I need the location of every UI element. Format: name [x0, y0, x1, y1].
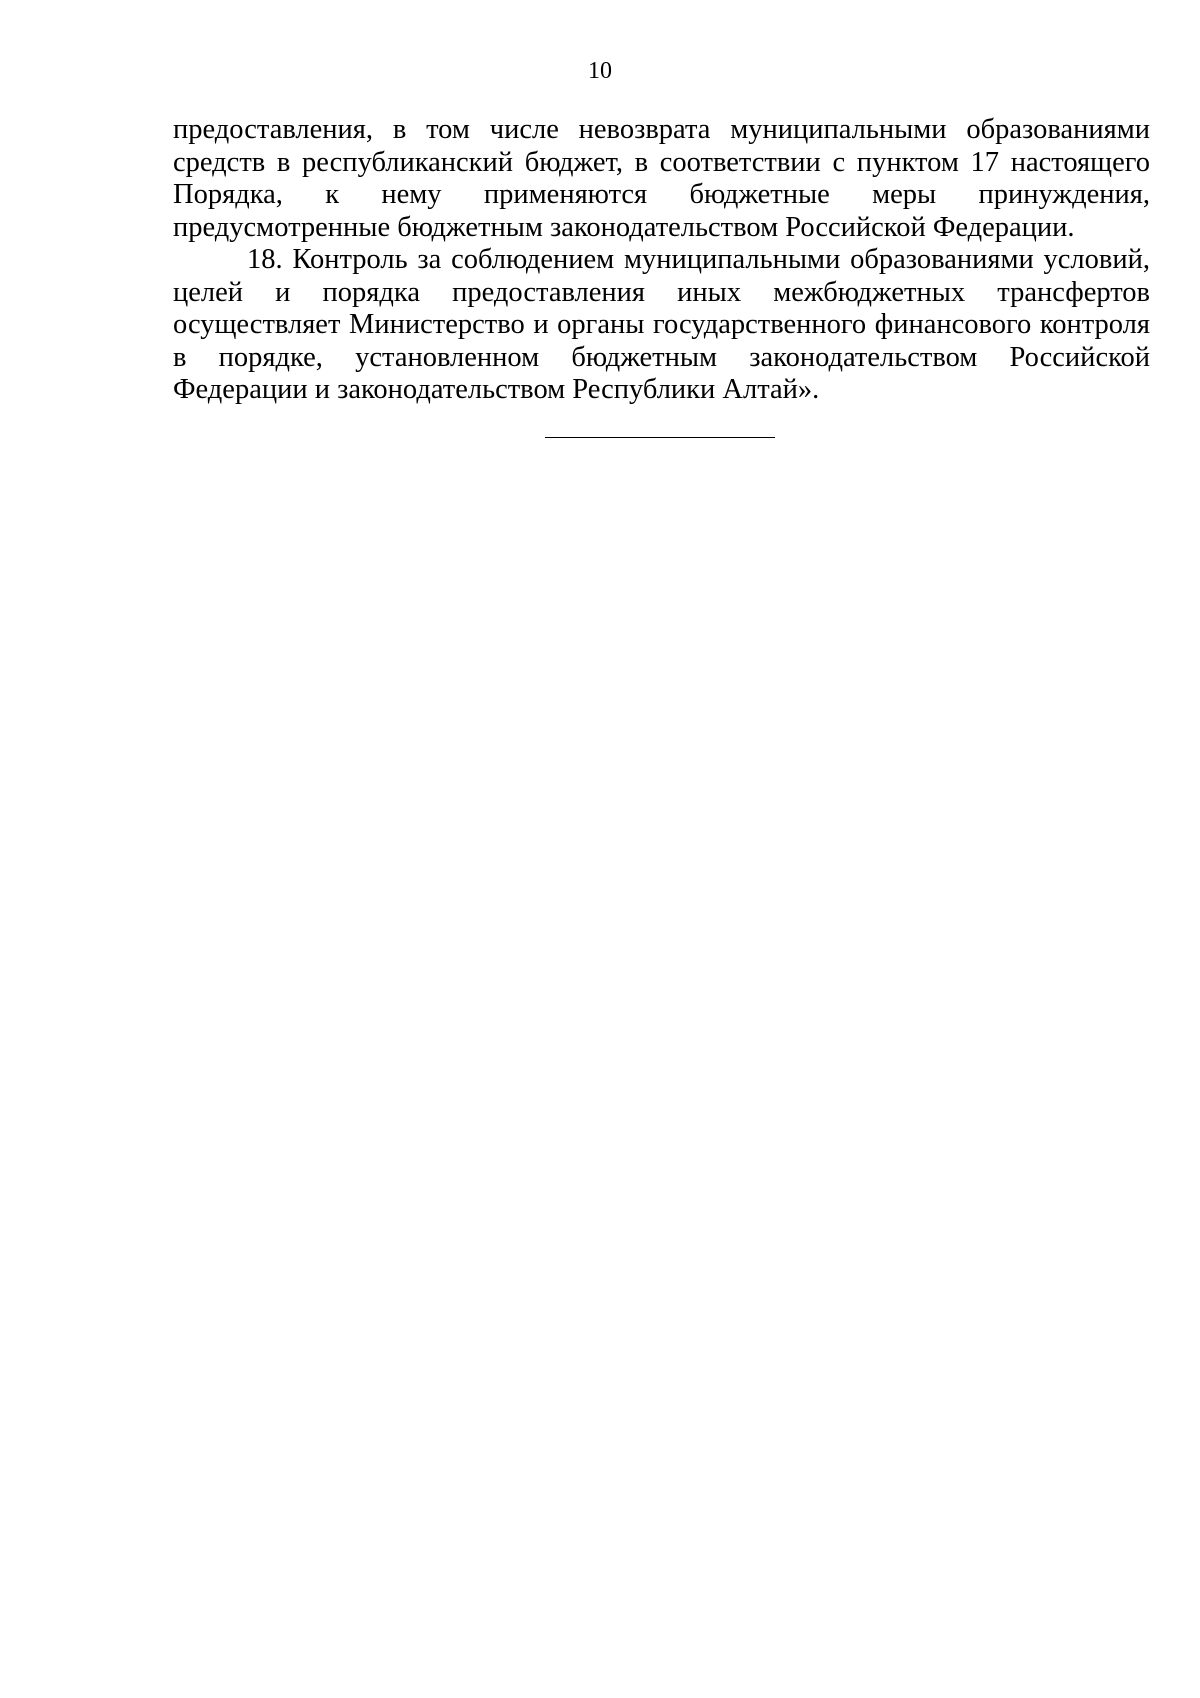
end-of-document-rule: [545, 437, 775, 438]
document-body: [173, 114, 1150, 407]
paragraph-item-18: 18. Контроль за соблюдением муниципальными образованиями условий, целей и порядка предоставления иных межбюджетных трансфертов осуществляет Министерство и органы государственного финансового контроля в порядке, установленном бюджетным законодательством Российской Федерации и законодательством Республики Алтай».: [173, 244, 1150, 405]
page-number: 10: [588, 58, 612, 84]
paragraph-continuation: предоставления, в том числе невозврата муниципальными образованиями средств в республиканский бюджет, в соответствии с пунктом 17 настоящего Порядка, к нему применяются бюджетные меры принуждения, предусмотренные бюджетным законодательством Российской Федерации.: [173, 114, 1150, 243]
